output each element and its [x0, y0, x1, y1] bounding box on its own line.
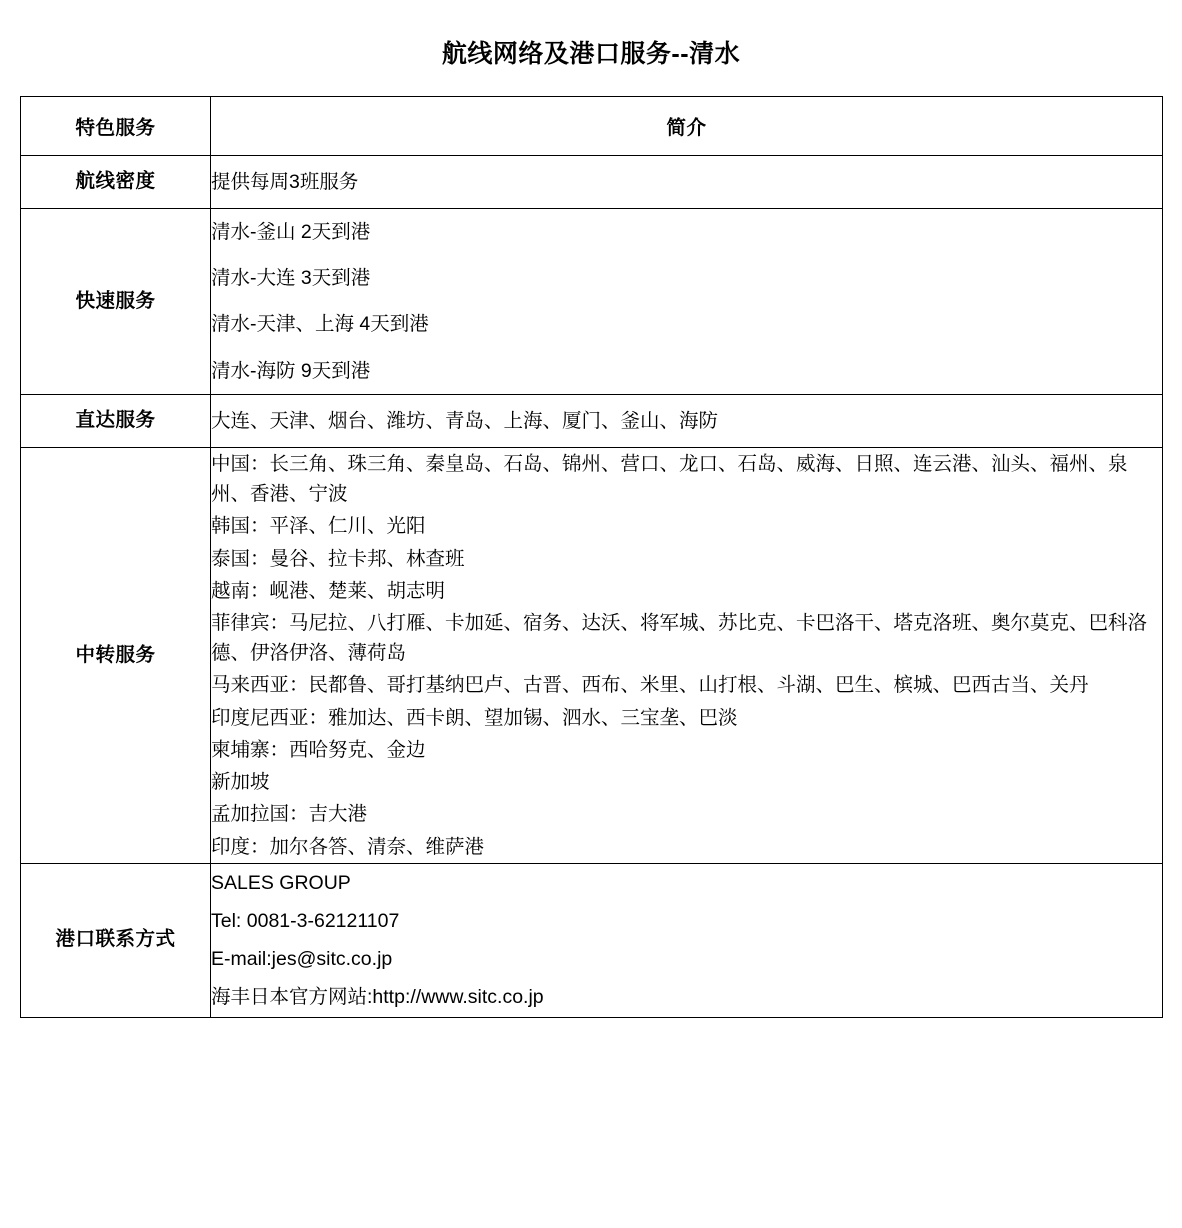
table-row-transfer-service	[21, 447, 1163, 863]
row-label-route-density: 航线密度	[21, 156, 211, 209]
text-line-thailand: 泰国：曼谷、拉卡邦、林查班	[211, 547, 465, 570]
text-line-malaysia: 马来西亚：民都鲁、哥打基纳巴卢、古晋、西布、米里、山打根、斗湖、巴生、槟城、巴西古当、关丹	[211, 674, 1089, 697]
text-line: 清水-天津、上海 4天到港	[211, 313, 429, 336]
text-line-singapore: 新加坡	[211, 771, 270, 794]
row-label-direct-service: 直达服务	[21, 394, 211, 447]
text-line-china: 中国：长三角、珠三角、秦皇岛、石岛、锦州、营口、龙口、石岛、威海、日照、连云港、汕头、福州、泉州、香港、宁波	[211, 452, 1128, 506]
row-label-transfer-service: 中转服务	[21, 447, 211, 863]
text-line: 提供每周3班服务	[211, 170, 359, 193]
service-table-container	[20, 96, 1162, 1018]
text-line: 清水-大连 3天到港	[211, 267, 371, 290]
contact-telephone: Tel: 0081-3-62121107	[211, 909, 400, 932]
text-line: 大连、天津、烟台、潍坊、青岛、上海、厦门、釜山、海防	[211, 409, 719, 432]
table-row-route-density	[21, 156, 1163, 209]
table-header-row	[21, 97, 1163, 156]
row-label-fast-service: 快速服务	[21, 209, 211, 395]
text-line-vietnam: 越南：岘港、楚莱、胡志明	[211, 579, 446, 602]
text-line-indonesia: 印度尼西亚：雅加达、西卡朗、望加锡、泗水、三宝垄、巴淡	[211, 706, 738, 729]
text-line-bangladesh: 孟加拉国：吉大港	[211, 803, 368, 826]
row-body-direct-service	[211, 394, 1163, 447]
page-title: 航线网络及港口服务--清水	[441, 40, 741, 68]
text-line-india: 印度：加尔各答、清奈、维萨港	[211, 835, 485, 858]
row-body-fast-service	[211, 209, 1163, 395]
table-row-direct-service	[21, 394, 1163, 447]
row-body-port-contact	[211, 863, 1163, 1017]
text-line-korea: 韩国：平泽、仁川、光阳	[211, 515, 426, 538]
row-label-port-contact: 港口联系方式	[21, 863, 211, 1017]
route-network-port-service-table	[20, 96, 1163, 1018]
text-line: 清水-海防 9天到港	[211, 359, 371, 382]
text-line-philippines: 菲律宾：马尼拉、八打雁、卡加延、宿务、达沃、将军城、苏比克、卡巴洛干、塔克洛班、奥尔莫克、巴科洛德、伊洛伊洛、薄荷岛	[211, 611, 1148, 665]
table-row-port-contact	[21, 863, 1163, 1017]
contact-sales-group: SALES GROUP	[211, 871, 351, 894]
row-body-transfer-service	[211, 447, 1163, 863]
contact-website: 海丰日本官方网站:http://www.sitc.co.jp	[211, 986, 544, 1009]
text-line: 清水-釜山 2天到港	[211, 221, 371, 243]
table-row-fast-service	[21, 209, 1163, 395]
row-body-route-density	[211, 156, 1163, 209]
text-line-cambodia: 柬埔寨：西哈努克、金边	[211, 738, 426, 761]
header-cell-description: 简介	[211, 97, 1163, 156]
contact-email: E-mail:jes@sitc.co.jp	[211, 948, 393, 971]
header-cell-feature-service: 特色服务	[21, 97, 211, 156]
